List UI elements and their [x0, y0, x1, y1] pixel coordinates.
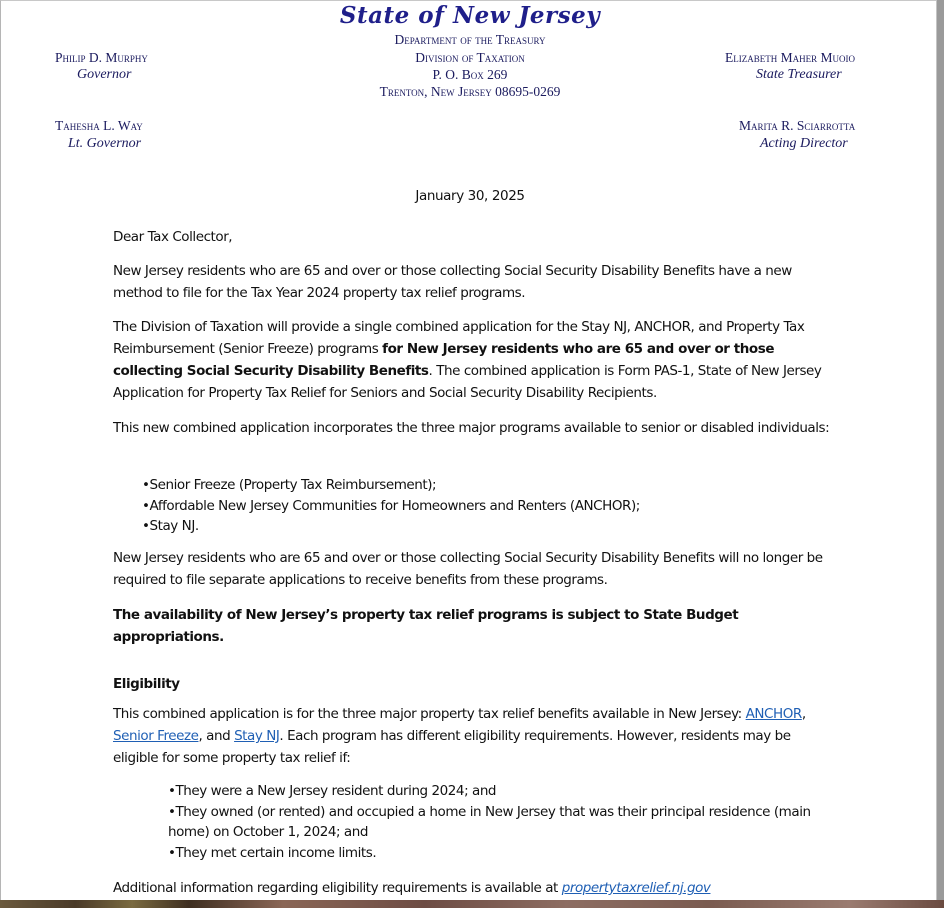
state-title: State of New Jersey	[339, 2, 601, 29]
separator: ,	[801, 706, 806, 722]
treasurer-title: State Treasurer	[756, 67, 842, 82]
window-scrollbar-edge	[936, 0, 944, 900]
separator: , and	[198, 728, 235, 744]
po-box-line: P. O. Box 269	[432, 67, 508, 82]
department-line: Department of the Treasury	[394, 32, 546, 47]
paragraph-text: . Each program has different eligibility requirements. However, residents may be eligible for some property tax relief if:	[113, 728, 791, 766]
paragraph-text: Additional information regarding eligibility requirements is available at	[113, 880, 562, 896]
paragraph-text: The Division of Taxation will provide a single combined application for the Stay NJ, ANCHOR, and Property Tax Reimbursement (Senior Freeze) programs	[113, 319, 805, 357]
paragraph-text: This combined application is for the three major property tax relief benefits available in New Jersey:	[113, 706, 742, 722]
director-name: Marita R. Sciarrotta	[739, 118, 856, 133]
city-line: Trenton, New Jersey 08695-0269	[379, 84, 561, 99]
lt-governor-name: Tahesha L. Way	[55, 118, 143, 133]
programs-list	[142, 475, 832, 537]
list-item: • They owned (or rented) and occupied a home in New Jersey that was their principal residence (main home) on October 1, 2024; and	[168, 802, 833, 843]
desktop-background	[0, 900, 944, 908]
treasurer-name: Elizabeth Maher Muoio	[725, 50, 855, 65]
governor-title: Governor	[77, 67, 132, 82]
property-tax-relief-link[interactable]: propertytaxrelief.nj.gov	[561, 880, 711, 896]
criteria-list	[168, 781, 833, 863]
letter-date: January 30, 2025	[415, 188, 525, 204]
paragraph-text: . The combined application is Form PAS-1, State of New Jersey Application for Property Tax Relief for Seniors and Social Security Disability Recipients.	[113, 363, 822, 401]
salutation: Dear Tax Collector,	[113, 229, 233, 245]
paragraph-intro: New Jersey residents who are 65 and over or those collecting Social Security Disability Benefits have a new method to file for the Tax Year 2024 property tax relief programs.	[113, 263, 792, 301]
budget-notice: The availability of New Jersey’s property tax relief programs is subject to State Budget appropriations.	[113, 607, 739, 645]
paragraph-bold-text: for New Jersey residents who are 65 and over or those collecting Social Security Disability Benefits	[113, 341, 775, 379]
list-item: • Senior Freeze (Property Tax Reimbursement);	[142, 475, 832, 496]
senior-freeze-link[interactable]: Senior Freeze	[113, 728, 199, 744]
list-item: • Affordable New Jersey Communities for Homeowners and Renters (ANCHOR);	[142, 496, 832, 517]
anchor-link[interactable]: ANCHOR	[745, 706, 802, 722]
list-item: • They met certain income limits.	[168, 843, 833, 864]
list-item: • They were a New Jersey resident during 2024; and	[168, 781, 833, 802]
paragraph-programs-intro: This new combined application incorporates the three major programs available to senior or disabled individuals:	[113, 420, 830, 436]
paragraph-eligibility	[113, 703, 833, 769]
lt-governor-title: Lt. Governor	[68, 136, 142, 151]
list-item: • Stay NJ.	[142, 516, 832, 537]
governor-name: Philip D. Murphy	[55, 50, 148, 65]
additional-info	[113, 877, 873, 899]
division-line: Division of Taxation	[415, 50, 525, 65]
paragraph-combined-application	[113, 316, 833, 404]
paragraph-no-separate-applications: New Jersey residents who are 65 and over or those collecting Social Security Disability Benefits will no longer be required to file separate applications to receive benefits from these programs.	[113, 550, 823, 588]
stay-nj-link[interactable]: Stay NJ	[234, 728, 280, 744]
eligibility-heading: Eligibility	[113, 676, 180, 692]
director-title: Acting Director	[760, 136, 848, 151]
